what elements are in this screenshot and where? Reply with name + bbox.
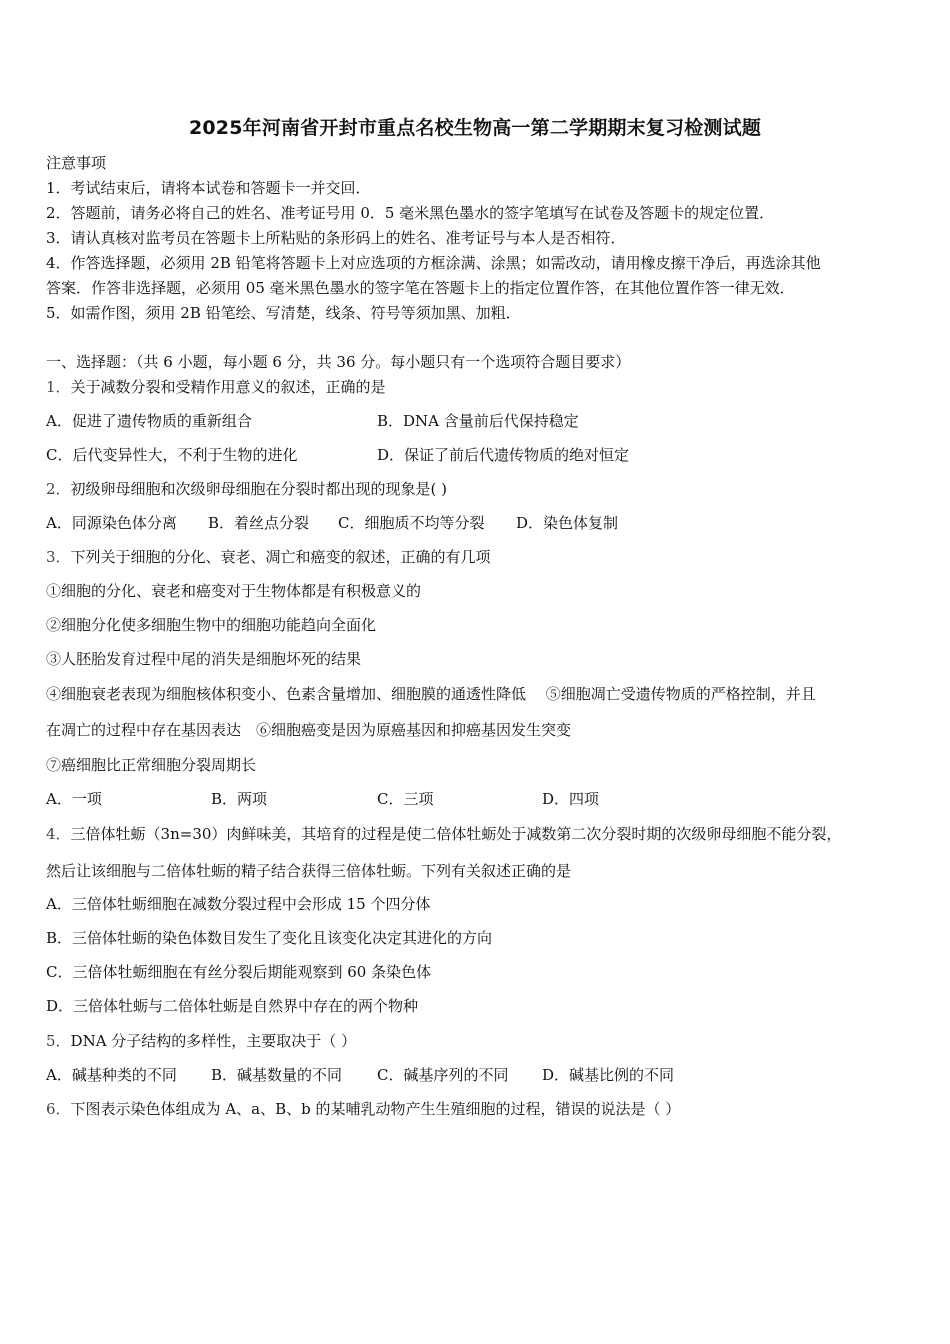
q4-option-c: C．三倍体牡蛎细胞在有丝分裂后期能观察到 60 条染色体	[46, 963, 432, 981]
q3-statement: ①细胞的分化、衰老和癌变对于生物体都是有积极意义的	[46, 582, 422, 600]
notice-heading: 注意事项	[46, 154, 107, 172]
q2-option-a: A．同源染色体分离	[46, 514, 177, 532]
q4-option-d: D．三倍体牡蛎与二倍体牡蛎是自然界中存在的两个物种	[46, 997, 419, 1015]
q1-option-b: B．DNA 含量前后代保持稳定	[377, 412, 579, 430]
q3-option-b: B．两项	[211, 790, 268, 808]
notice-item: 4．作答选择题，必须用 2B 铅笔将答题卡上对应选项的方框涂满、涂黑；如需改动，请用橡皮擦干净后，再选涂其他	[46, 254, 821, 272]
question-5	[46, 1030, 356, 1051]
q1-option-a: A．促进了遗传物质的重新组合	[46, 412, 252, 430]
question-text: 下图表示染色体组成为 A、a、B、b 的某哺乳动物产生生殖细胞的过程，错误的说法是（ ）	[70, 1100, 681, 1118]
q3-statement: ⑦癌细胞比正常细胞分裂周期长	[46, 756, 257, 774]
notice-item: 1．考试结束后，请将本试卷和答题卡一并交回．	[46, 179, 371, 197]
question-4-continued: 然后让该细胞与二倍体牡蛎的精子结合获得三倍体牡蛎。下列有关叙述正确的是	[46, 862, 572, 880]
q2-option-d: D．染色体复制	[516, 514, 619, 532]
q2-option-c: C．细胞质不均等分裂	[338, 514, 485, 532]
q4-option-b: B．三倍体牡蛎的染色体数目发生了变化且该变化决定其进化的方向	[46, 929, 493, 947]
q1-option-c: C．后代变异性大，不利于生物的进化	[46, 446, 298, 464]
question-4	[46, 823, 841, 844]
notice-item: 5．如需作图，须用 2B 铅笔绘、写清楚，线条、符号等须加黑、加粗．	[46, 304, 521, 322]
question-6	[46, 1098, 680, 1119]
question-number: 3．	[46, 548, 71, 566]
section-heading: 一、选择题：（共 6 小题，每小题 6 分，共 36 分。每小题只有一个选项符合题目要求）	[46, 353, 631, 371]
question-number: 4．	[46, 825, 71, 843]
q5-option-d: D．碱基比例的不同	[542, 1066, 675, 1084]
q3-statement: 在凋亡的过程中存在基因表达 ⑥细胞癌变是因为原癌基因和抑癌基因发生突变	[46, 721, 572, 739]
q3-statement: ③人胚胎发育过程中尾的消失是细胞坏死的结果	[46, 650, 362, 668]
question-2	[46, 478, 447, 499]
q3-option-c: C．三项	[377, 790, 434, 808]
question-number: 1．	[46, 378, 71, 396]
q4-option-a: A．三倍体牡蛎细胞在减数分裂过程中会形成 15 个四分体	[46, 895, 431, 913]
q5-option-a: A．碱基种类的不同	[46, 1066, 177, 1084]
q5-option-c: C．碱基序列的不同	[377, 1066, 509, 1084]
question-text: 下列关于细胞的分化、衰老、凋亡和癌变的叙述，正确的有几项	[70, 548, 491, 566]
q1-option-d: D．保证了前后代遗传物质的绝对恒定	[377, 446, 630, 464]
q3-option-d: D．四项	[542, 790, 600, 808]
question-text: 关于减数分裂和受精作用意义的叙述，正确的是	[70, 378, 386, 396]
q2-option-b: B．着丝点分裂	[208, 514, 310, 532]
question-text: DNA 分子结构的多样性，主要取决于（ ）	[70, 1032, 357, 1050]
q3-statement: ④细胞衰老表现为细胞核体积变小、色素含量增加、细胞膜的通透性降低 ⑤细胞凋亡受遗传物质的严格控制，并且	[46, 685, 816, 703]
notice-item: 3．请认真核对监考员在答题卡上所粘贴的条形码上的姓名、准考证号与本人是否相符．	[46, 229, 626, 247]
question-number: 5．	[46, 1032, 71, 1050]
q5-option-b: B．碱基数量的不同	[211, 1066, 343, 1084]
question-1	[46, 376, 386, 397]
q3-option-a: A．一项	[46, 790, 102, 808]
page-title: 2025年河南省开封市重点名校生物高一第二学期期末复习检测试题	[188, 117, 762, 139]
notice-item: 答案．作答非选择题，必须用 05 毫米黑色墨水的签字笔在答题卡上的指定位置作答，在其他位置作答一律无效．	[46, 279, 795, 297]
notice-item: 2．答题前，请务必将自己的姓名、准考证号用 0．5 毫米黑色墨水的签字笔填写在试卷及答题卡的规定位置．	[46, 204, 775, 222]
question-number: 6．	[46, 1100, 71, 1118]
question-text: 三倍体牡蛎（3n=30）肉鲜味美，其培育的过程是使二倍体牡蛎处于减数第二次分裂时期的次级卵母细胞不能分裂，	[70, 825, 842, 843]
question-3	[46, 546, 491, 567]
q3-statement: ②细胞分化使多细胞生物中的细胞功能趋向全面化	[46, 616, 377, 634]
question-number: 2．	[46, 480, 71, 498]
question-text: 初级卵母细胞和次级卵母细胞在分裂时都出现的现象是( )	[70, 480, 448, 498]
